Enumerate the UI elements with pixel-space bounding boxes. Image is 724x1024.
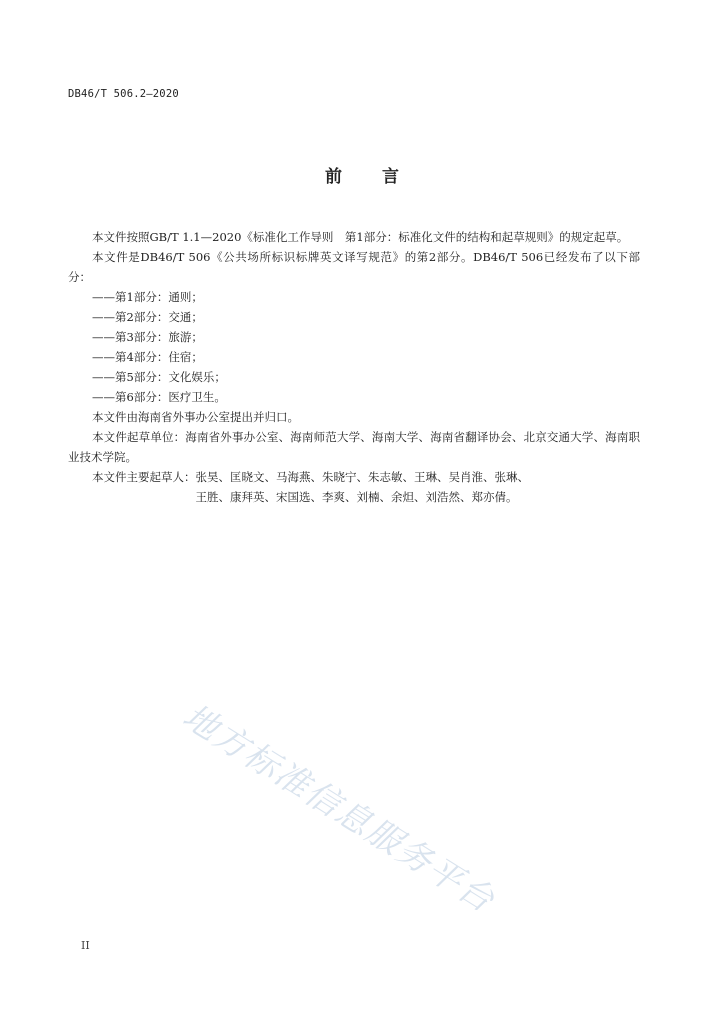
list-item: ——第5部分：文化娱乐；	[92, 370, 226, 384]
paragraph-drafting-basis: 本文件按照GB/T 1.1—2020《标准化工作导则 第1部分：标准化文件的结构和起草规则》的规定起草。	[92, 230, 629, 244]
drafters-line-1: 张昊、匡晓文、马海燕、朱晓宁、朱志敏、王琳、吴肖淮、张琳、	[195, 470, 529, 484]
document-code: DB46/T 506.2—2020	[68, 88, 179, 100]
paragraph-proposer: 本文件由海南省外事办公室提出并归口。	[92, 410, 299, 424]
list-item: ——第3部分：旅游；	[92, 330, 203, 344]
title-char-1: 前	[325, 167, 342, 187]
page-number: II	[81, 939, 90, 952]
list-item: ——第2部分：交通；	[92, 310, 203, 324]
page-title	[0, 162, 724, 187]
list-item: ——第4部分：住宿；	[92, 350, 203, 364]
paragraph-series-info: 本文件是DB46/T 506《公共场所标识标牌英文译写规范》的第2部分。DB46/T 506已经发布了以下部分：	[68, 250, 640, 284]
title-char-2: 言	[382, 167, 399, 187]
list-item: ——第6部分：医疗卫生。	[92, 390, 226, 404]
drafters-names	[196, 467, 530, 507]
list-item: ——第1部分：通则；	[92, 290, 203, 304]
foreword-body	[68, 227, 640, 507]
watermark: 地方标准信息服务平台	[175, 696, 503, 922]
drafters-block	[68, 467, 640, 507]
drafters-line-2: 王胜、康拜英、宋国选、李爽、刘楠、余炟、刘浩然、郑亦倩。	[195, 490, 518, 504]
paragraph-drafting-units: 本文件起草单位：海南省外事办公室、海南师范大学、海南大学、海南省翻译协会、北京交通大学、海南职业技术学院。	[68, 430, 640, 464]
drafters-label: 本文件主要起草人：	[92, 470, 196, 484]
